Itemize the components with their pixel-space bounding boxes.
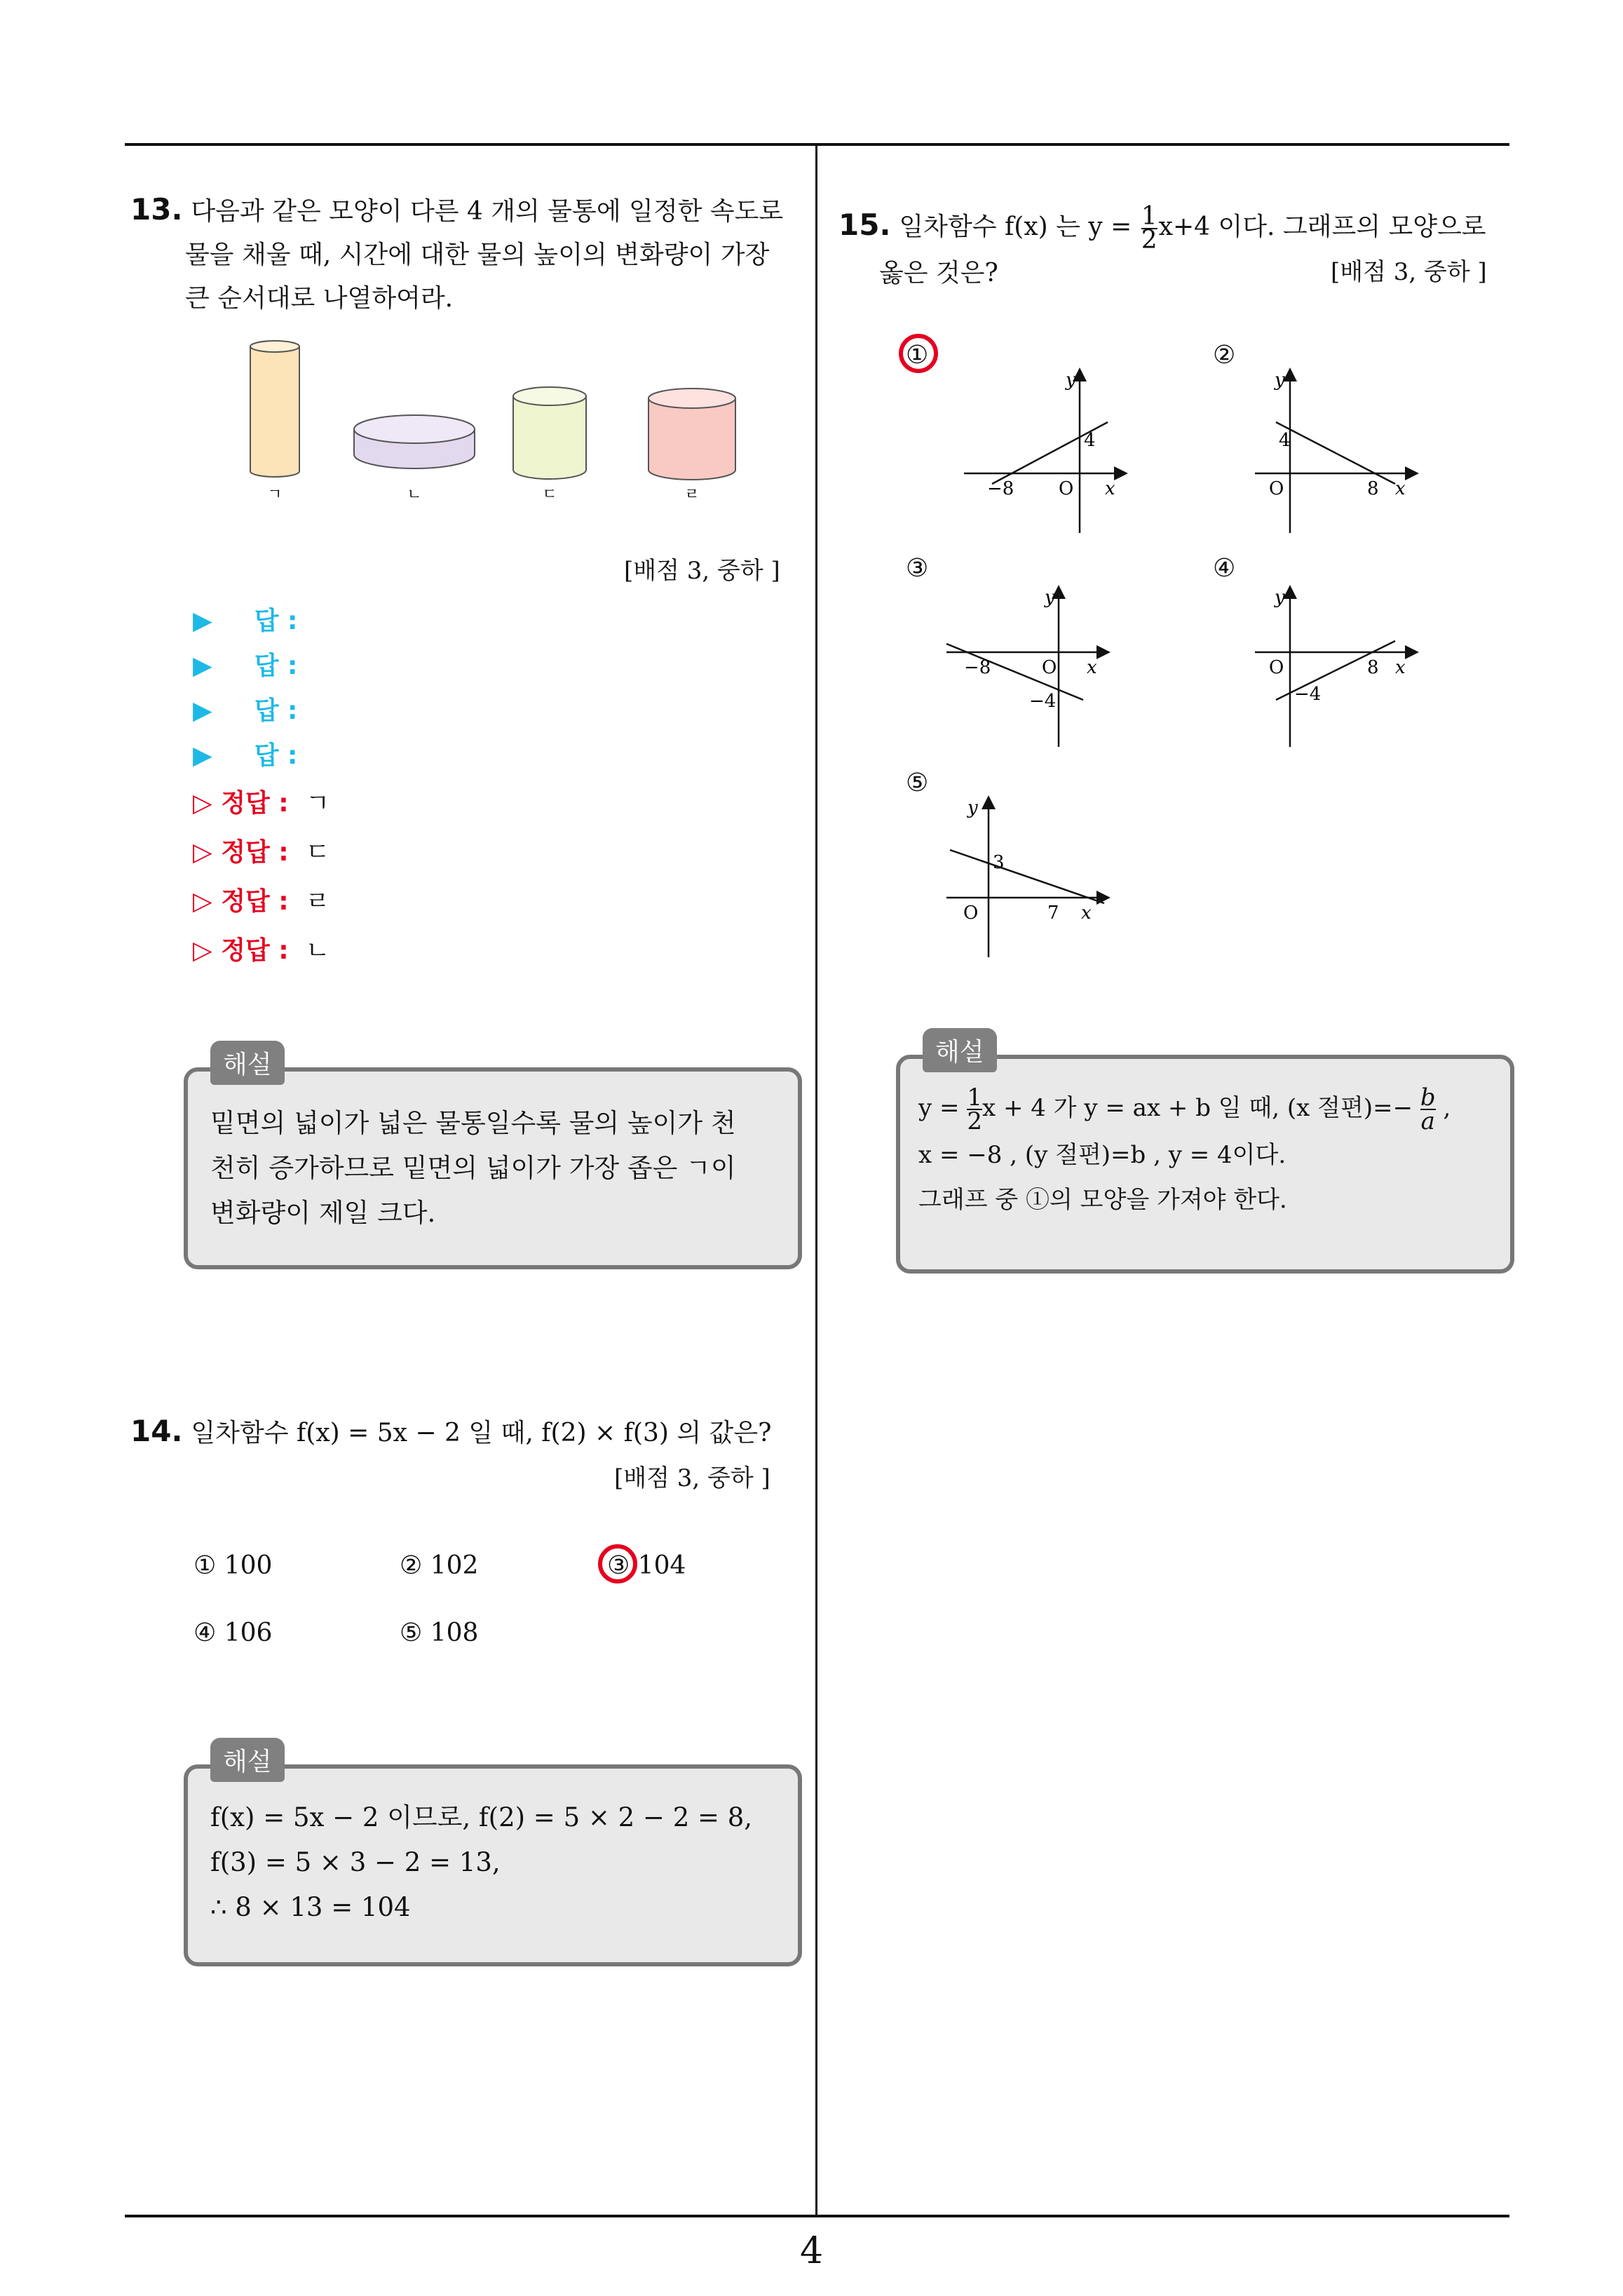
explanation-tag: 해설: [210, 1738, 285, 1782]
svg-text:y: y: [1066, 370, 1076, 391]
container-d: [648, 389, 735, 480]
question-text: 일차함수 f(x) = 5x − 2 일 때, f(2) × f(3) 의 값은?: [191, 1419, 772, 1447]
svg-text:8: 8: [1367, 657, 1379, 678]
explanation-text: [210, 1101, 778, 1236]
explanation-tag: 해설: [210, 1041, 285, 1085]
selected-answer-circle: [598, 1544, 637, 1583]
page-number: 4: [799, 2230, 824, 2272]
explanation-text: [210, 1795, 778, 1930]
score-label: [배점 3, 중하 ]: [614, 1464, 770, 1492]
svg-text:O: O: [1059, 478, 1074, 499]
container-label: ㄱ: [267, 486, 283, 504]
explanation-line: f(x) = 5x − 2 이므로, f(2) = 5 × 2 − 2 = 8,: [210, 1802, 753, 1832]
explanation-line: f(3) = 5 × 3 − 2 = 13,: [210, 1847, 501, 1877]
graph-2: [1255, 365, 1437, 540]
question-number: 13.: [130, 192, 183, 227]
svg-text:y: y: [1275, 370, 1285, 391]
water-containers-figure: [238, 337, 757, 512]
fraction: $\frac{1}{2}$: [967, 1083, 982, 1135]
graph-5: [939, 792, 1122, 961]
explanation-line: 천히 증가하므로 밑면의 넓이가 가장 좁은 ㄱ이: [210, 1153, 736, 1183]
container-a: [250, 341, 299, 477]
svg-text:4: 4: [1084, 430, 1096, 451]
graph-choice-2[interactable]: ②: [1213, 341, 1236, 370]
explanation-line: 밑면의 넓이가 넓은 물통일수록 물의 높이가 천: [210, 1108, 736, 1138]
svg-text:x: x: [1081, 903, 1092, 924]
bottom-rule: [125, 2215, 1509, 2217]
question-number: 15.: [838, 208, 891, 242]
question-text-line: 물을 채울 때, 시간에 대한 물의 높이의 변화량이 가장: [185, 241, 770, 269]
column-divider: [815, 143, 817, 2215]
svg-text:−4: −4: [1029, 691, 1057, 712]
svg-text:x: x: [1395, 478, 1406, 499]
question-text-line: 다음과 같은 모양이 다른 4 개의 물통에 일정한 속도로: [191, 197, 784, 226]
graph-line: [950, 850, 1104, 903]
svg-text:y: y: [967, 797, 978, 818]
question-text: x+4 이다. 그래프의 모양으로: [1158, 212, 1486, 241]
answer-row: ▶ 답 :: [193, 651, 298, 680]
svg-text:x: x: [1395, 657, 1406, 678]
explanation-text: [918, 1083, 1500, 1222]
answer-row: ▶ 답 :: [193, 607, 298, 635]
score-label: [배점 3, 중하 ]: [1331, 258, 1487, 286]
answer-row: ▶ 답 :: [193, 696, 298, 725]
fraction: $\frac{1}{2}$: [1141, 202, 1157, 255]
svg-text:4: 4: [1279, 430, 1291, 451]
question-text-line: 옳은 것은?: [879, 259, 998, 288]
svg-text:O: O: [1269, 657, 1284, 678]
svg-text:x: x: [1087, 657, 1097, 678]
answer-row: ▶ 답 :: [193, 741, 298, 770]
question-14: [130, 1410, 803, 1455]
correct-answer-row: ▷ 정답 : ㄹ: [193, 887, 330, 916]
correct-answer-row: ▷ 정답 : ㄴ: [193, 936, 330, 965]
graph-choice-3[interactable]: ③: [906, 554, 929, 583]
explanation-line: 그래프 중 ①의 모양을 가져야 한다.: [918, 1186, 1287, 1214]
svg-text:O: O: [1042, 657, 1057, 678]
graph-3: [939, 582, 1122, 750]
question-13: [130, 188, 803, 320]
selected-answer-circle: [899, 334, 938, 373]
svg-text:y: y: [1045, 587, 1055, 608]
svg-text:O: O: [963, 903, 979, 924]
graph-choice-1[interactable]: ①: [906, 341, 929, 370]
score-label: [배점 3, 중하 ]: [624, 557, 780, 585]
svg-text:O: O: [1269, 478, 1284, 499]
svg-text:x: x: [1105, 478, 1115, 499]
svg-text:−8: −8: [987, 478, 1014, 499]
explanation-line: y = $\frac{1}{2}$ x + 4 가 y = ax + b 일 때, (x 절편)=− $\frac{b}{a}$ ,: [918, 1083, 1451, 1135]
choice-3[interactable]: ③ 104: [607, 1551, 686, 1580]
container-c: [513, 387, 586, 479]
fraction: $\frac{b}{a}$: [1420, 1083, 1436, 1135]
explanation-line: x = −8 , (y 절편)=b , y = 4이다.: [918, 1141, 1286, 1169]
explanation-line: ∴ 8 × 13 = 104: [210, 1892, 411, 1922]
graph-line: [1276, 422, 1395, 484]
svg-text:−8: −8: [964, 657, 991, 678]
correct-answer-row: ▷ 정답 : ㄷ: [193, 838, 330, 867]
svg-text:−4: −4: [1294, 684, 1322, 705]
question-number: 14.: [130, 1414, 183, 1448]
choice-5[interactable]: ⑤ 108: [400, 1619, 479, 1647]
graph-choice-4[interactable]: ④: [1213, 554, 1236, 583]
graph-4: [1255, 582, 1437, 750]
container-label: ㄹ: [684, 486, 700, 504]
svg-text:3: 3: [993, 852, 1005, 873]
svg-text:8: 8: [1367, 478, 1379, 499]
svg-text:7: 7: [1047, 903, 1059, 924]
correct-answer-row: ▷ 정답 : ㄱ: [193, 789, 330, 818]
explanation-tag: 해설: [923, 1028, 997, 1072]
question-text: 일차함수 f(x) 는 y =: [899, 212, 1132, 241]
container-label: ㄴ: [407, 486, 422, 504]
container-label: ㄷ: [542, 486, 557, 504]
container-b: [354, 415, 475, 468]
choice-1[interactable]: ① 100: [193, 1551, 273, 1580]
graph-choice-5[interactable]: ⑤: [906, 769, 929, 797]
explanation-line: 변화량이 제일 크다.: [210, 1198, 436, 1228]
svg-text:y: y: [1275, 587, 1285, 608]
choice-4[interactable]: ④ 106: [193, 1619, 273, 1647]
choice-2[interactable]: ② 102: [400, 1551, 479, 1580]
graph-1: [960, 365, 1143, 540]
question-text-line: 큰 순서대로 나열하여라.: [185, 284, 454, 313]
